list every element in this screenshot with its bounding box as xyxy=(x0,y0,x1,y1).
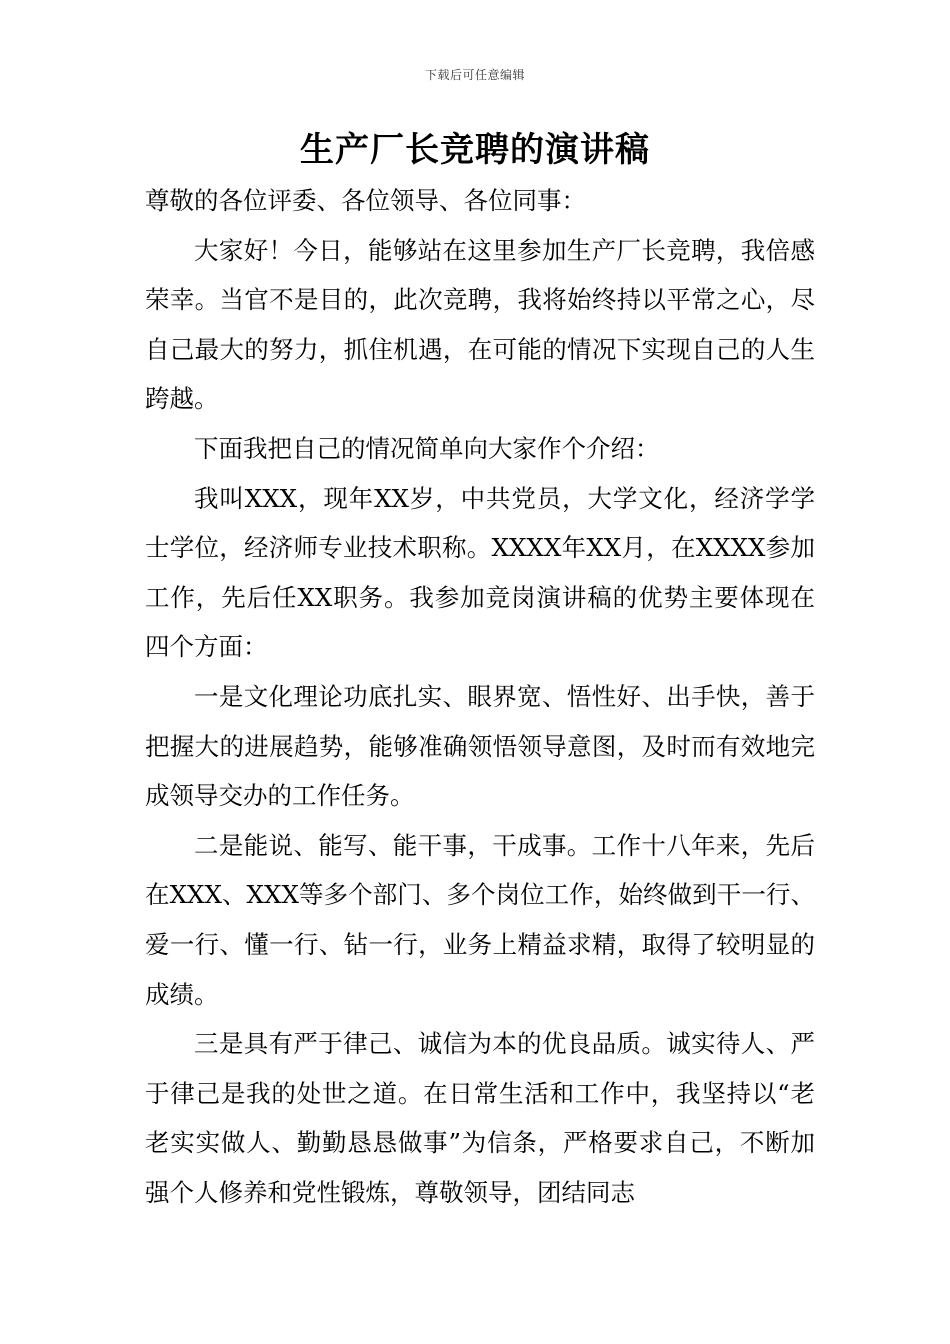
salutation: 尊敬的各位评委、各位领导、各位同事： xyxy=(145,186,586,215)
paragraph-strength-1: 一是文化理论功底扎实、眼界宽、悟性好、出手快，善于把握大的进展趋势，能够准确领悟领导意图，及时而有效地完成领导交办的工作任务。 xyxy=(145,681,815,811)
document-title: 生产厂长竞聘的演讲稿 xyxy=(300,130,650,170)
paragraph-greeting: 大家好！今日，能够站在这里参加生产厂长竞聘，我倍感荣幸。当官不是目的，此次竞聘，我将始终持以平常之心，尽自己最大的努力，抓住机遇，在可能的情况下实现自己的人生跨越。 xyxy=(145,235,815,414)
paragraph-profile: 我叫XXX，现年XX岁，中共党员，大学文化，经济学学士学位，经济师专业技术职称。XXXX年XX月，在XXXX参加工作，先后任XX职务。我参加竞岗演讲稿的优势主要体现在四个方面： xyxy=(145,483,815,662)
document-body xyxy=(145,176,815,1217)
paragraph-strength-3: 三是具有严于律己、诚信为本的优良品质。诚实待人、严于律己是我的处世之道。在日常生活和工作中，我坚持以“老老实实做人、勤勤恳恳做事”为信条，严格要求自己，不断加强个人修养和党性锻炼，尊敬领导，团结同志 xyxy=(145,1029,815,1207)
paragraph-intro: 下面我把自己的情况简单向大家作个介绍： xyxy=(194,433,660,463)
paragraph-strength-2: 二是能说、能写、能干事，干成事。工作十八年来，先后在XXX、XXX等多个部门、多个岗位工作，始终做到干一行、爱一行、懂一行、钻一行，业务上精益求精，取得了较明显的成绩。 xyxy=(145,830,815,1009)
header-note: 下载后可任意编辑 xyxy=(424,68,525,82)
